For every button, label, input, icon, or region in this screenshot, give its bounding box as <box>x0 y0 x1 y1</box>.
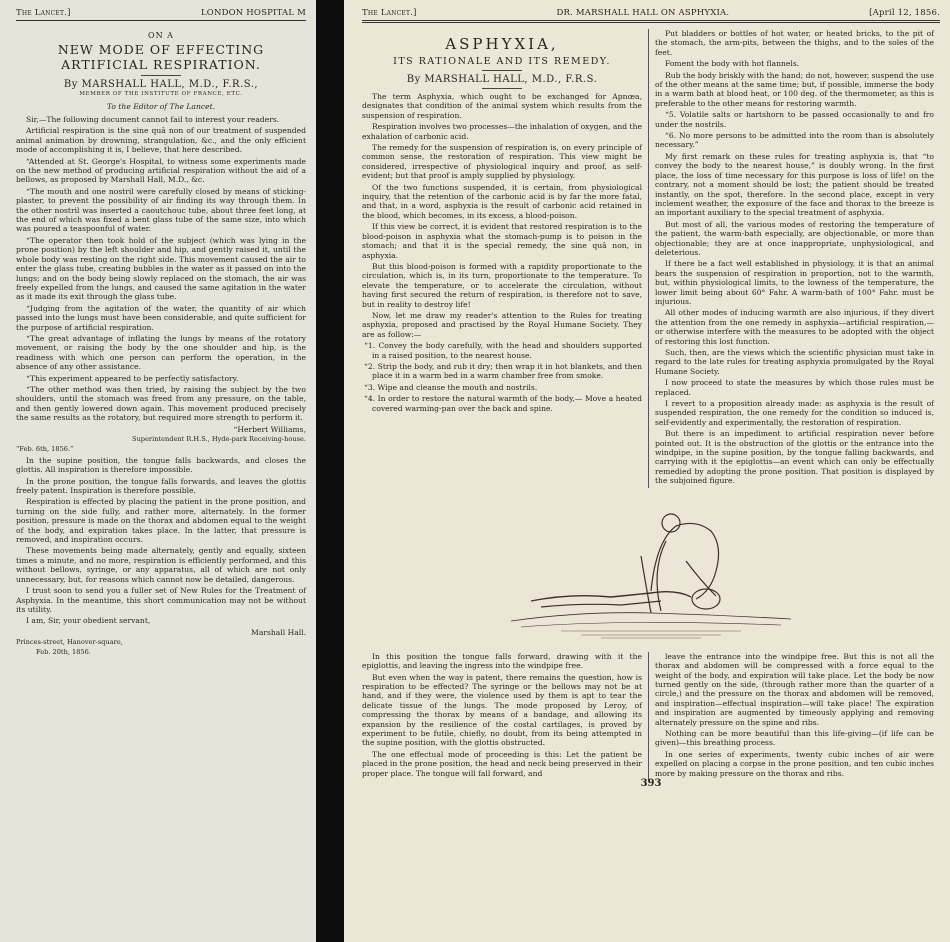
column-right-body <box>655 29 934 486</box>
running-head-journal: The Lancet.] <box>362 8 417 18</box>
column-left <box>362 29 648 488</box>
letter-heading: To the Editor of The Lancet. <box>106 102 216 111</box>
paragraph: “This experiment appeared to be perfectly satisfactory. <box>26 373 239 383</box>
right-page <box>344 0 950 942</box>
rule-item: “4. In order to restore the natural warmth of the body,— Move a heated covered warming-pan over the back and spine. <box>364 394 642 413</box>
article-byline: By MARSHALL HALL, M.D., F.R.S. <box>406 74 598 85</box>
paragraph: Respiration is effected by placing the patient in the prone position, and turning on the side fully, and rather more, alternately. In the former position, pressure is made on the thorax and abdomen equal to the weight of the body, and expiration takes place. In the latter, that pressure is removed, and inspiration occurs. <box>16 497 306 545</box>
paragraph: Sir,—The following document cannot fail to interest your readers. <box>26 115 280 124</box>
page-number: 393 <box>640 777 662 789</box>
signature-date: “Feb. 6th, 1856.” <box>16 444 74 453</box>
article-byline: By MARSHALL HALL, M.D., F.R.S., <box>63 79 259 90</box>
resuscitation-figure <box>362 496 940 646</box>
bottom-column-right <box>648 652 934 780</box>
rule-item: “3. Wipe and cleanse the mouth and nostrils. <box>364 382 538 392</box>
paragraph: But this blood-poison is formed with a rapidity proportionate to the circulation, which is, in its turn, proportionate to the temperature. To elevate the temperature, or to accelerate the circulation, without having first secured the return of respiration, is therefore not to save, but in reality to destroy life! <box>362 261 642 309</box>
paragraph: In the prone position, the tongue falls forwards, and leaves the glottis freely patent. Inspiration is therefore possible. <box>16 476 306 496</box>
paragraph: In the supine position, the tongue falls backwards, and closes the glottis. All inspiration is therefore impossible. <box>16 455 306 475</box>
title-rule <box>482 70 522 71</box>
signature-title: Superintendent R.H.S., Hyde-park Receiving-house. <box>132 435 306 443</box>
paragraph: The term Asphyxia, which ought to be exchanged for Apnœa, designates that condition of the animal system which results from the suspension of respiration. <box>362 92 642 120</box>
paragraph: But there is an impediment to artificial respiration never before pointed out. It is the obstruction of the glottis or the entrance into the windpipe, in the supine position, by the tongue falling backwards, and carrying with it the epiglottis—an event which can only be effectually remedied by adopting the prone position. That position is displayed by the subjoined figure. <box>655 429 934 486</box>
paragraph: leave the entrance into the windpipe free. But this is not all the thorax and abdomen will be compressed with a force equal to the weight of the body, and expiration will take place. Let the body be now turned gently on the side, (through rather more than the quarter of a circle,) and the pressure on the thorax and abdomen will be removed, and inspiration—effectual inspiration—will take place! The expiration and inspiration are augmented by timeously applying and removing alternately pressure on the spine and ribs. <box>655 651 934 727</box>
running-head-section: LONDON HOSPITAL M <box>200 8 306 18</box>
paragraph: “Attended at St. George's Hospital, to witness some experiments made on the new method of producing artificial respiration without the aid of a bellows, as proposed by Marshall Hall, M.D., &c. <box>16 156 306 185</box>
paragraph: Nothing can be more beautiful than this life-giving—(if life can be given)—this breathing process. <box>655 728 934 748</box>
address-line: Princes-street, Hanover-square, <box>16 638 123 647</box>
column-right <box>648 29 934 488</box>
article-prefix: ON A <box>148 31 174 40</box>
paragraph: All other modes of inducing warmth are also injurious, if they divert the attention from the one remedy in asphyxia—artificial respiration,—or otherwise interfere with the measures to be adopted with the object of restoring this lost function. <box>655 308 934 346</box>
paragraph: The remedy for the suspension of respiration is, on every principle of common sense, the restoration of respiration. This view might be considered, irrespective of physiological inquiry and proof, as self-evident; but that proof is amply supplied by physiology. <box>362 143 642 181</box>
letter-body-continued <box>16 456 306 626</box>
paragraph: “The great advantage of inflating the lungs by means of the rotatory movement, or raising the body by the one shoulder and hip, is the readiness with which one person can perform the operation, in the absence of any other assistance. <box>16 333 306 372</box>
paragraph: Put bladders or bottles of hot water, or heated bricks, to the pit of the stomach, the arm-pits, between the thighs, and to the soles of the feet. <box>655 29 934 57</box>
signature-name: “Herbert Williams, <box>233 424 306 434</box>
letter-body <box>16 115 306 423</box>
paragraph: Artificial respiration is the sine quâ non of our treatment of suspended animal animation by drowning, strangulation, &c., and the only efficient mode of accomplishing it is, I believe, that here described. <box>16 126 306 155</box>
paragraph: In this position the tongue falls forward, drawing with it the epiglottis, and leaving the ingress into the windpipe free. <box>362 651 642 671</box>
left-page <box>0 0 316 942</box>
paragraph: But most of all, the various modes of restoring the temperature of the patient, the warm-bath especially, are objectionable, or more than objectionable; they are at once inappropriate, unphysiological, and deleterious. <box>655 219 934 257</box>
paragraph: I trust soon to send you a fuller set of New Rules for the Treatment of Asphyxia. In the meantime, this short communication may not be without its utility. <box>16 586 306 614</box>
byline-rule <box>482 88 522 89</box>
paragraph: Now, let me draw my reader's attention to the Rules for treating asphyxia, proposed and practised by the Royal Humane Society. They are as follow:— <box>362 310 642 339</box>
paragraph: My first remark on these rules for treating asphyxia is, that “to convey the body to the nearest house,” is doubly wrong. In the first place, the loss of time necessary for this purpose is loss of life! on the contrary, not a moment should be lost; the patient should be treated instantly, on the spot, therefore. In the second place, except in very inclement weather, the exposure of the face and thorax to the breeze is an important auxiliary to the special treatment of asphyxia. <box>655 151 934 218</box>
left-running-head <box>16 8 306 21</box>
paragraph: “Judging from the agitation of the water, the quantity of air which passed into the lungs must have been considerable, and quite sufficient for the purpose of artificial respiration. <box>16 303 306 332</box>
paragraph: Respiration involves two processes—the inhalation of oxygen, and the exhalation of carbonic acid. <box>362 122 642 141</box>
paragraph: I now proceed to state the measures by which those rules must be replaced. <box>655 378 934 397</box>
author-affiliation: MEMBER OF THE INSTITUTE OF FRANCE, ETC. <box>79 91 243 97</box>
paragraph: “5. Volatile salts or hartshorn to be passed occasionally to and fro under the nostrils. <box>655 110 934 129</box>
rule-item: “2. Strip the body, and rub it dry; then wrap it in hot blankets, and then place it in a warm bed in a warm chamber free from smoke. <box>364 361 642 381</box>
title-rule <box>141 75 181 76</box>
bottom-column-left <box>362 652 648 780</box>
paragraph: The one effectual mode of proceeding is this: Let the patient be placed in the prone position, the head and neck being preserved in their proper place. The tongue will fall forward, and <box>362 749 642 778</box>
column-left-body <box>362 92 642 339</box>
closing-name: Marshall Hall. <box>251 627 306 637</box>
rule-item: “1. Convey the body carefully, with the head and shoulders supported in a raised position, to the nearest house. <box>364 341 642 360</box>
rules-list <box>362 341 642 413</box>
article-subtitle: ITS RATIONALE AND ITS REMEDY. <box>393 56 611 67</box>
article-title: ASPHYXIA, <box>445 35 559 53</box>
paragraph: Foment the body with hot flannels. <box>665 59 800 69</box>
prone-position-illustration <box>501 501 801 641</box>
running-head-journal: The Lancet.] <box>16 8 71 18</box>
article-title: NEW MODE OF EFFECTING ARTIFICIAL RESPIRATION. <box>57 42 265 72</box>
paragraph: These movements being made alternately, gently and equally, sixteen times a minute, and no more, respiration is efficiently performed, and this without bellows, syringe, or any apparatus, all of which are not only unnecessary, but, for reasons which cannot now be detailed, dangerous. <box>16 546 306 584</box>
paragraph: “The other method was then tried, by raising the subject by the two shoulders, until the stomach was freed from any pressure, on the table, and then gently lowered down again. This movement produced precisely the same results as the rotatory, but required more strength to perform it. <box>16 384 306 423</box>
paragraph: “The operator then took hold of the subject (which was lying in the prone position) by the left shoulder and hip, and gently raised it, until the whole body was resting on the right side. This movement caused the air to enter the glass tube, creating bubbles in the water as it passed on into the lungs; and on the body being slowly replaced on the stomach, the air was freely expelled from the lungs, and caused the same agitation in the water as it made its exit through the glass tube. <box>16 235 306 302</box>
bottom-columns <box>362 652 940 780</box>
running-head-title: DR. MARSHALL HALL ON ASPHYXIA. <box>556 8 730 18</box>
paragraph: If this view be correct, it is evident that restored respiration is to the blood-poison in asphyxia what the stomach-pump is to poison in the stomach; and that it is the special remedy, the sine quâ non, in asphyxia. <box>362 222 642 260</box>
paragraph: Of the two functions suspended, it is certain, from physiological inquiry, that the retention of the carbonic acid is by far the more fatal, and that, in a word, asphyxia is the result of carbonic acid retained in the blood, which becomes, in its excess, a blood-poison. <box>362 182 642 220</box>
right-running-head <box>362 8 940 23</box>
top-columns <box>362 29 940 488</box>
address-date: Feb. 20th, 1856. <box>36 648 91 657</box>
paragraph: I am, Sir, your obedient servant, <box>26 616 151 626</box>
paragraph: But even when the way is patent, there remains the question, how is respiration to be effected? The syringe or the bellows may not be at hand, and if they were, the violence used by them is apt to tear the delicate tissue of the lungs. The mode proposed by Leroy, of compressing the thorax by means of a bandage, and allowing its expansion by the resilience of the costal cartilages, is proved by experiment to be futile, chiefly, no doubt, from its being attempted in the supine position, with the glottis obstructed. <box>362 672 642 748</box>
paragraph: “The mouth and one nostril were carefully closed by means of sticking-plaster, to prevent the possibility of air finding its way through them. In the other nostril was inserted a caoutchouc tube, about three feet long, at the end of which was fixed a bent glass tube of the same size, into which was poured a teaspoonful of water. <box>16 186 306 234</box>
paragraph: I revert to a proposition already made: as asphyxia is the result of suspended respiration, the one remedy for the condition so induced is, self-evidently and experimentally, the restoration of respiration. <box>655 399 934 427</box>
paragraph: If there be a fact well established in physiology, it is that an animal bears the suspension of respiration in proportion, not to the warmth, but, within physiological limits, to the lowness of the temperature, the lower limit being about 60° Fahr. A warm-bath of 100° Fahr. must be injurious. <box>655 259 934 306</box>
paragraph: “6. No more persons to be admitted into the room than is absolutely necessary.” <box>655 131 934 150</box>
paragraph: In one series of experiments, twenty cubic inches of air were expelled on placing a corpse in the prone position, and ten cubic inches more by making pressure on the thorax and ribs. <box>655 749 934 778</box>
paragraph: Such, then, are the views which the scientific physician must take in regard to the late rules for treating asphyxia promulgated by the Royal Humane Society. <box>655 348 934 376</box>
book-gutter <box>316 0 344 942</box>
paragraph: Rub the body briskly with the hand; do not, however, suspend the use of the other means at the same time; but, if possible, immerse the body in a warm bath at blood heat, or 100 deg. of the thermometer, as this is preferable to the other means for restoring warmth. <box>655 70 934 108</box>
running-head-date: [April 12, 1856. <box>869 8 940 18</box>
